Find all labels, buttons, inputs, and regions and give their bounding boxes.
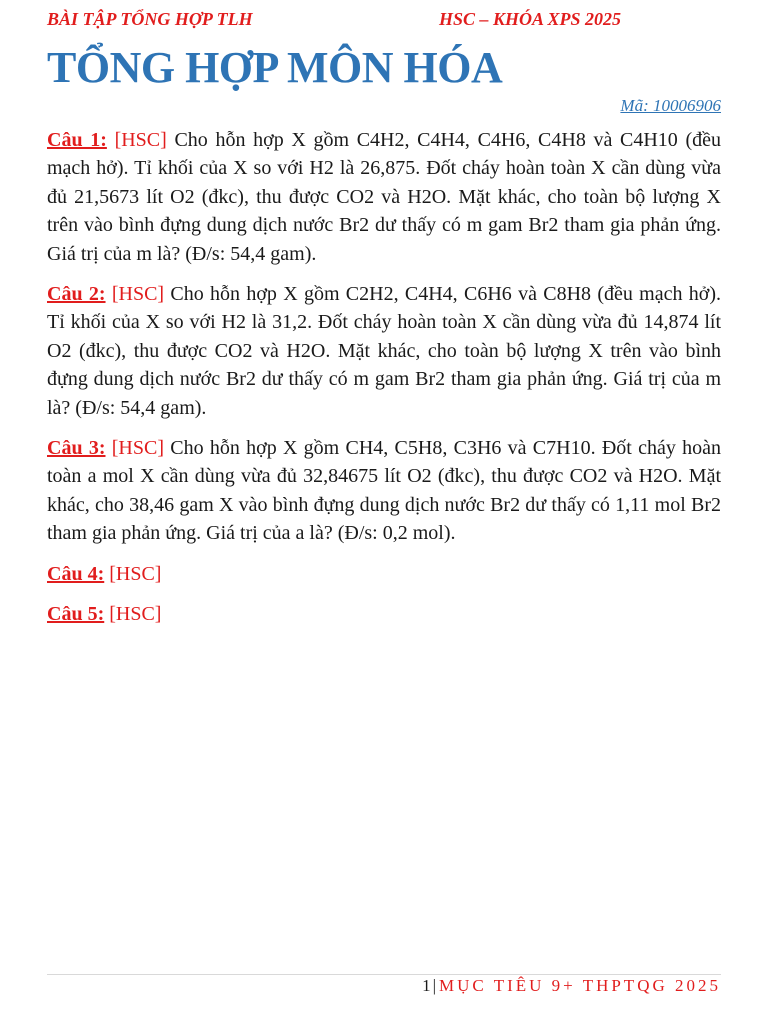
question-tag: [HSC]: [109, 603, 162, 626]
question-1: [47, 126, 721, 268]
question-3: [47, 434, 721, 548]
question-tag: [HSC]: [114, 129, 167, 151]
question-label: Câu 2:: [47, 283, 106, 306]
question-label: Câu 1:: [47, 129, 107, 151]
question-label: Câu 4:: [47, 562, 105, 585]
page-footer: [422, 976, 721, 996]
question-tag: [HSC]: [111, 437, 164, 460]
question-2: [47, 280, 721, 422]
question-tag: [HSC]: [111, 283, 165, 306]
running-header: [47, 9, 721, 33]
question-list: [47, 126, 721, 641]
footer-tagline: MỤC TIÊU 9+ THPTQG 2025: [439, 976, 721, 995]
question-tag: [HSC]: [109, 562, 162, 585]
question-text: Cho hỗn hợp X gồm C4H2, C4H4, C4H6, C4H8 và C4H10 (đều mạch hở). Tỉ khối của X so với H2 là 26,875. Đốt cháy hoàn toàn X cần dùng vừa đủ 21,5673 lít O2 (đkc), thu được CO2 và H2O. Mặt khác, cho toàn bộ lượng X trên vào bình đựng dung dịch nước Br2 dư thấy có m gam Br2 tham gia phản ứng. Giá trị của m là? (Đ/s: 54,4 gam).: [47, 129, 722, 265]
page-title: TỔNG HỢP MÔN HÓA: [47, 43, 503, 92]
question-4: [47, 560, 721, 588]
document-code: Mã: 10006906: [620, 96, 721, 115]
question-label: Câu 3:: [47, 437, 106, 460]
question-text: Cho hỗn hợp X gồm C2H2, C4H4, C6H6 và C8H8 (đều mạch hở). Tỉ khối của X so với H2 là 31,2. Đốt cháy hoàn toàn X cần dùng vừa đủ 14,874 lít O2 (đkc), thu được CO2 và H2O. Mặt khác, cho toàn bộ lượng X trên vào bình đựng dung dịch nước Br2 dư thấy có m gam Br2 tham gia phản ứng. Giá trị của m là? (Đ/s: 54,4 gam).: [47, 283, 722, 419]
header-left: BÀI TẬP TỔNG HỢP TLH: [47, 9, 253, 29]
question-label: Câu 5:: [47, 603, 105, 626]
question-5: [47, 600, 721, 628]
footer-separator: |: [432, 976, 437, 995]
footer-divider: [47, 974, 721, 975]
page-number: 1: [422, 976, 431, 995]
question-text: Cho hỗn hợp X gồm CH4, C5H8, C3H6 và C7H10. Đốt cháy hoàn toàn a mol X cần dùng vừa đủ 32,84675 lít O2 (đkc), thu được CO2 và H2O. Mặt khác, cho 38,46 gam X vào bình đựng dung dịch nước Br2 dư thấy có 1,11 mol Br2 tham gia phản ứng. Giá trị của a là? (Đ/s: 0,2 mol).: [47, 437, 721, 545]
header-right: HSC – KHÓA XPS 2025: [439, 9, 622, 29]
